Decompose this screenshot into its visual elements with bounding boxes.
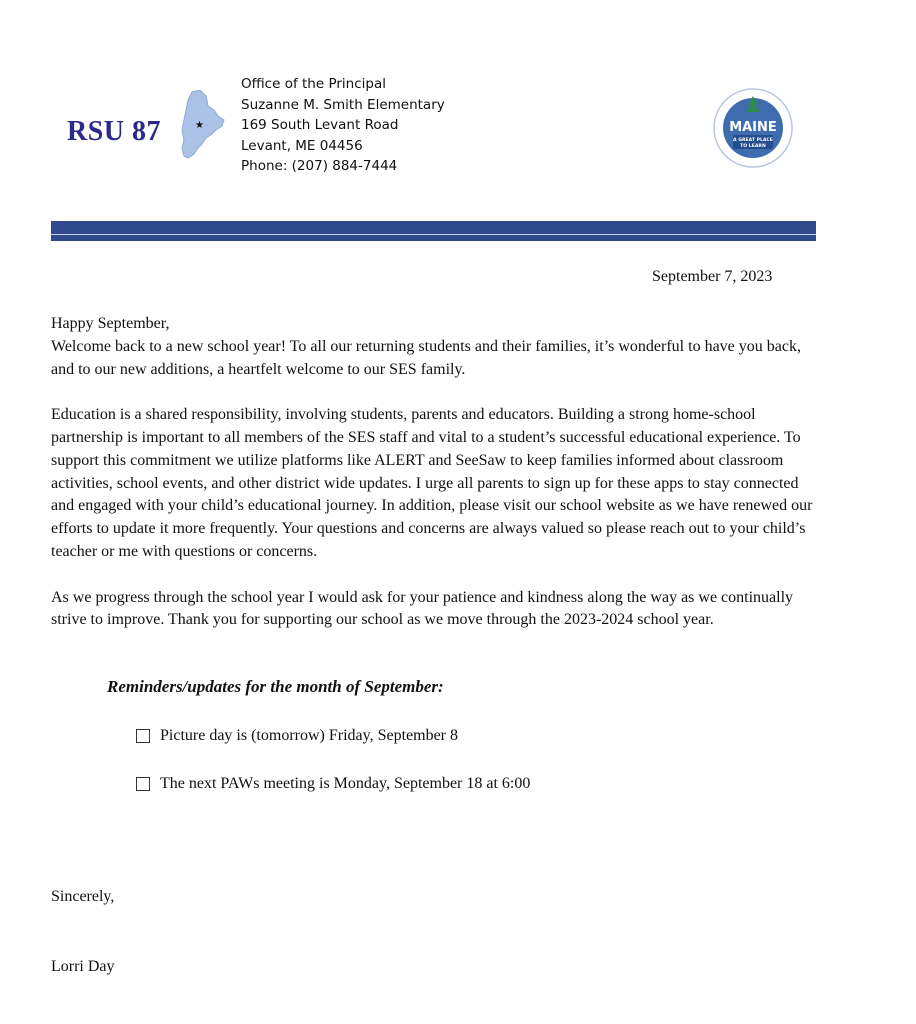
greeting: Happy September, — [51, 315, 170, 332]
address-line: 169 South Levant Road — [241, 117, 399, 133]
signature-name: Lorri Day — [51, 958, 115, 975]
maine-map-icon — [178, 90, 226, 160]
reminder-text: Picture day is (tomorrow) Friday, September 8 — [160, 727, 459, 744]
letter-date: September 7, 2023 — [652, 268, 773, 285]
letter-body — [51, 313, 821, 632]
svg-text:★: ★ — [195, 120, 204, 131]
reminder-text: The next PAWs meeting is Monday, September 18 at 6:00 — [160, 775, 531, 792]
checkbox-icon — [136, 729, 150, 743]
address-line: Office of the Principal — [241, 76, 386, 92]
address-line: Levant, ME 04456 — [241, 137, 363, 154]
paragraph-progress: As we progress through the school year I would ask for your patience and kindness along the way as we continually strive to improve. Thank you for supporting our school as we move through the 2023-2024 school year. — [51, 588, 794, 629]
maine-seal-logo — [713, 88, 793, 168]
district-logo-text: RSU 87 — [67, 116, 162, 147]
reminder-item — [136, 727, 458, 745]
address-line: Suzanne M. Smith Elementary — [241, 96, 445, 113]
closing: Sincerely, — [51, 888, 115, 905]
paragraph-welcome: Welcome back to a new school year! To all our returning students and their families, it’s wonderful to have you back, and to our new additions, a heartfelt welcome to our SES family. — [51, 337, 801, 378]
svg-text:A GREAT PLACE: A GREAT PLACE — [733, 138, 773, 143]
paragraph-education: Education is a shared responsibility, involving students, parents and educators. Building a strong home-school partnership is important to all members of the SES staff and vital to a student’s successful educational experience. To support this commitment we utilize platforms like ALERT and SeeSaw to keep families informed about classroom activities, school events, and other district wide updates. I urge all parents to sign up for these apps to stay connected and engaged with your child’s educational journey. In addition, please visit our school website as we have renewed our efforts to update it more frequently. Your questions and concerns are always valued so please reach out to your child’s teacher or me with questions or concerns. — [51, 406, 813, 560]
seal-center-text: MAINE — [729, 120, 777, 135]
reminders-title: Reminders/updates for the month of September: — [107, 677, 444, 696]
school-address-block — [241, 74, 445, 177]
address-line: Phone: (207) 884-7444 — [241, 158, 398, 174]
checkbox-icon — [136, 777, 150, 791]
header-banner — [51, 221, 816, 241]
svg-text:TO LEARN: TO LEARN — [740, 144, 766, 149]
reminder-item — [136, 775, 530, 793]
